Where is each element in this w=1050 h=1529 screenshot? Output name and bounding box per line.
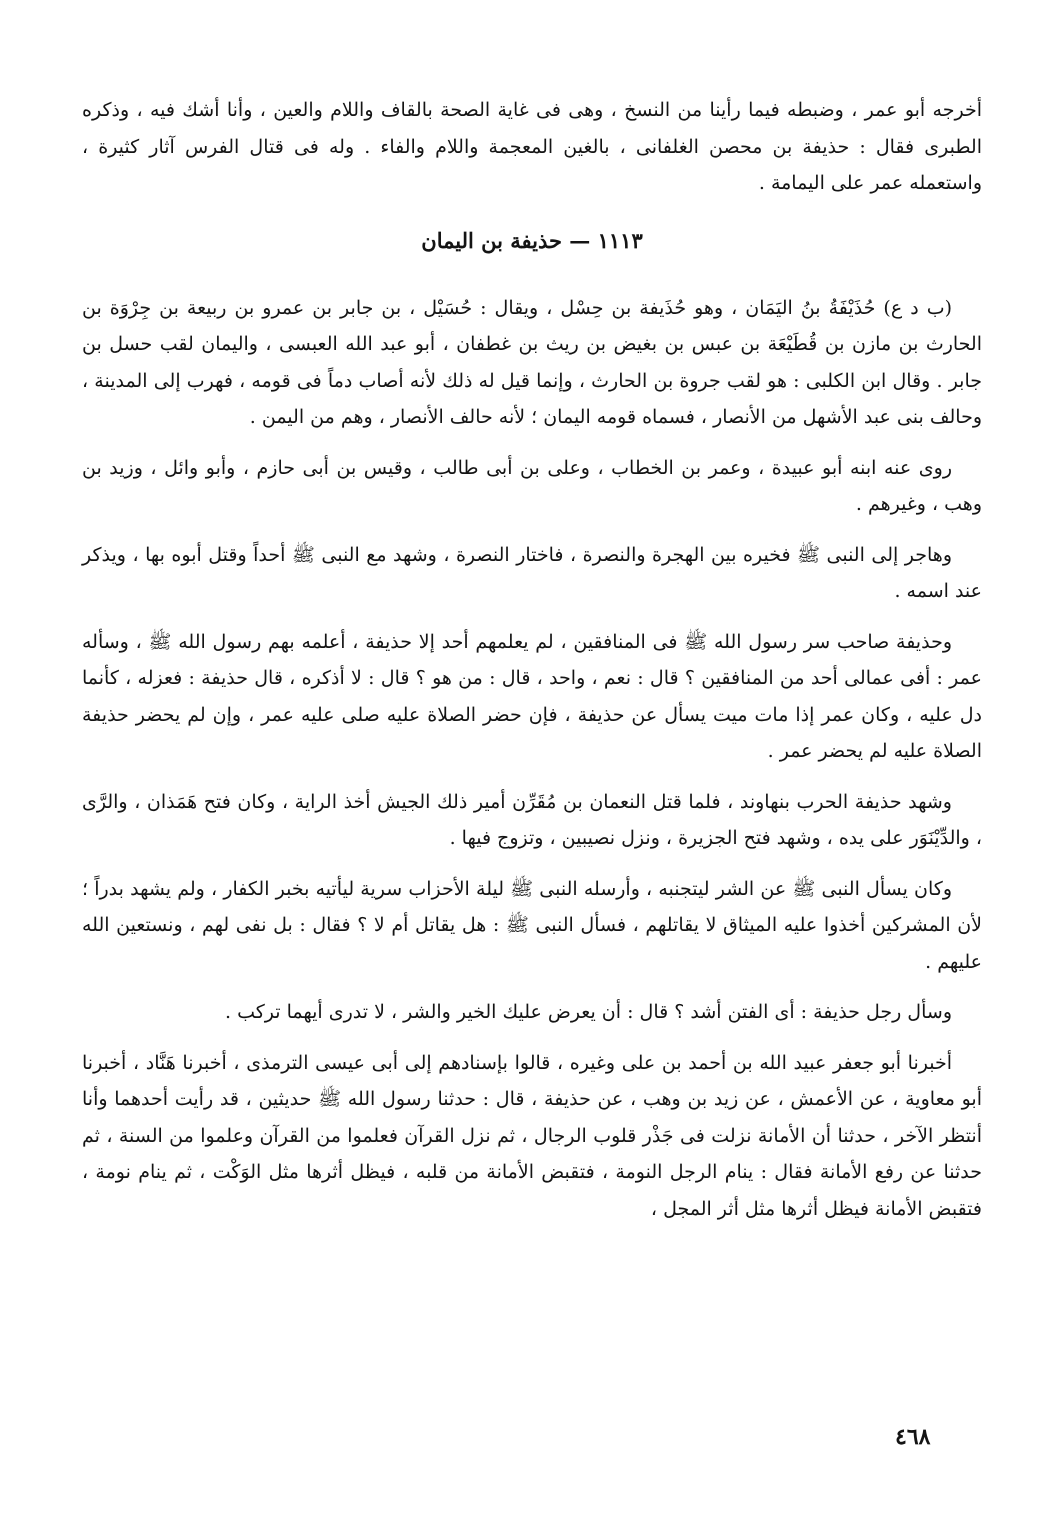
fitan-paragraph: وسأل رجل حذيفة : أى الفتن أشد ؟ قال : أن يعرض عليك الخير والشر ، لا تدرى أيهما تركب . (225, 1001, 952, 1023)
entry-heading: ١١١٣ — حذيفة بن اليمان (421, 227, 643, 253)
document-page (82, 92, 982, 1241)
narrators-paragraph: روى عنه ابنه أبو عبيدة ، وعمر بن الخطاب ، وعلى بن أبى طالب ، وقيس بن أبى حازم ، وأبو وائل ، وزيد بن وهب ، وغيرهم . (82, 456, 982, 515)
secret-keeper-paragraph: وحذيفة صاحب سر رسول الله ﷺ فى المنافقين ، لم يعلمهم أحد إلا حذيفة ، أعلمه بهم رسول الله ﷺ ، وسأله عمر : أفى عمالى أحد من المنافقين ؟ قال : نعم ، واحد ، قال : من هو ؟ قال : لا أذكره ، قال حذيفة : فعزله ، كأنما دل عليه ، وكان عمر إذا مات ميت يسأل عن حذيفة ، فإن حضر الصلاة عليه صلى عليه عمر ، وإن لم يحضر حذيفة الصلاة عليه لم يحضر عمر . (82, 630, 982, 762)
page-number: ٤٦٨ (895, 1424, 931, 1450)
ahzab-paragraph: وكان يسأل النبى ﷺ عن الشر ليتجنبه ، وأرسله النبى ﷺ ليلة الأحزاب سرية ليأتيه بخبر الكفار ، ولم يشهد بدراً ؛ لأن المشركين أخذوا عليه الميثاق لا يقاتلهم ، فسأل النبى ﷺ : هل يقاتل أم لا ؟ فقال : بل نفى لهم ، ونستعين الله عليهم . (82, 877, 982, 973)
nahawand-paragraph: وشهد حذيفة الحرب بنهاوند ، فلما قتل النعمان بن مُقَرِّن أمير ذلك الجيش أخذ الراية ، وكان فتح هَمَذان ، والرَّى ، والدِّيْنَوَر على يده ، وشهد فتح الجزيرة ، ونزل نصيبين ، وتزوج فيها . (82, 790, 982, 849)
intro-paragraph: أخرجه أبو عمر ، وضبطه فيما رأينا من النسخ ، وهى فى غاية الصحة بالقاف واللام والعين ، وأنا أشك فيه ، وذكره الطبرى فقال : حذيفة بن محصن الغلفانى ، بالغين المعجمة واللام والفاء . وله فى قتال الفرس آثار كثيرة ، واستعمله عمر على اليمامة . (82, 99, 982, 194)
migration-paragraph: وهاجر إلى النبى ﷺ فخيره بين الهجرة والنصرة ، فاختار النصرة ، وشهد مع النبى ﷺ أحداً وقتل أبوه بها ، ويذكر عند اسمه . (82, 543, 982, 602)
hadith-paragraph: أخبرنا أبو جعفر عبيد الله بن أحمد بن على وغيره ، قالوا بإسنادهم إلى أبى عيسى الترمذى ، أخبرنا هَنَّاد ، أخبرنا أبو معاوية ، عن الأعمش ، عن زيد بن وهب ، عن حذيفة ، قال : حدثنا رسول الله ﷺ حديثين ، قد رأيت أحدهما وأنا أنتظر الآخر ، حدثنا أن الأمانة نزلت فى جَذْر قلوب الرجال ، ثم نزل القرآن فعلموا من القرآن وعلموا من السنة ، ثم حدثنا عن رفع الأمانة فقال : ينام الرجل النومة ، فتقبض الأمانة من قلبه ، فيظل أثرها مثل الوَكْت ، ثم ينام نومة ، فتقبض الأمانة فيظل أثرها مثل أثر المجل ، (82, 1051, 982, 1220)
biography-paragraph: (ب د ع) حُذَيْفَةُ بنُ اليَمَان ، وهو حُذَيفة بن حِسْل ، ويقال : حُسَيْل ، بن جابر بن عمرو بن ربيعة بن جِرْوَة بن الحارث بن مازن بن قُطَيْعَة بن عبس بن بغيض بن ريث بن غطفان ، أبو عبد الله العبسى ، واليمان لقب حسل بن جابر . وقال ابن الكلبى : هو لقب جروة بن الحارث ، وإنما قيل له ذلك لأنه أصاب دماً فى قومه ، فهرب إلى المدينة ، وحالف بنى عبد الأشهل من الأنصار ، فسماه قومه اليمان ؛ لأنه حالف الأنصار ، وهم من اليمن . (82, 296, 982, 428)
